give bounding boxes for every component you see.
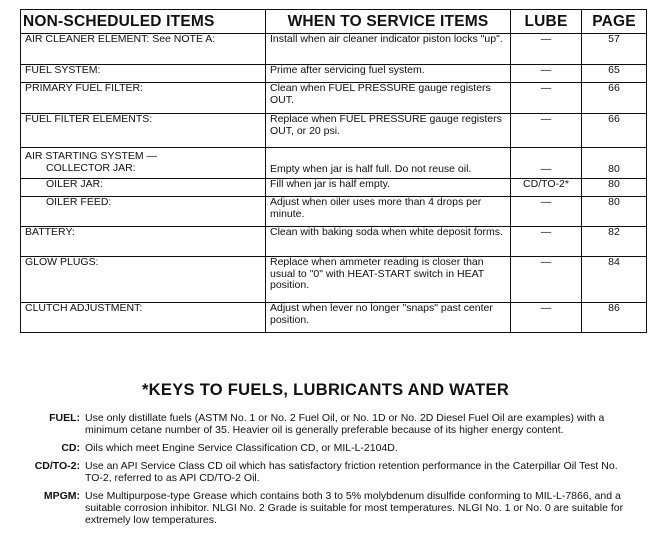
key-term: MPGM: xyxy=(43,490,80,502)
maintenance-table xyxy=(20,9,647,333)
table-row xyxy=(21,65,647,83)
page-cell: 80 xyxy=(582,197,647,227)
table-header-row xyxy=(21,10,647,34)
subitem-cell: COLLECTOR JAR: xyxy=(46,161,136,174)
key-term: CD/TO-2: xyxy=(34,460,80,472)
list-item xyxy=(0,412,651,436)
page-cell: 86 xyxy=(582,303,647,333)
item-cell: GLOW PLUGS: xyxy=(21,257,266,303)
service-cell: Fill when jar is half empty. xyxy=(266,179,511,197)
table-row xyxy=(21,257,647,303)
lube-cell: — xyxy=(511,65,582,83)
item-cell: BATTERY: xyxy=(21,227,266,257)
key-definition: Oils which meet Engine Service Classification CD, or MIL-L-2104D. xyxy=(85,442,398,454)
lube-cell: CD/TO-2* xyxy=(511,179,582,197)
service-cell: Replace when ammeter reading is closer than usual to "0" with HEAT-START switch in HEAT position. xyxy=(266,257,511,303)
lube-cell: — xyxy=(511,114,582,148)
page-cell: 57 xyxy=(582,34,647,65)
item-cell: FUEL FILTER ELEMENTS: xyxy=(21,114,266,148)
page-cell: 66 xyxy=(582,83,647,114)
table-row xyxy=(21,179,647,197)
item-cell: AIR STARTING SYSTEM — xyxy=(25,150,158,162)
service-cell: Empty when jar is half full. Do not reuse oil. xyxy=(266,148,511,179)
table-row xyxy=(21,148,647,179)
item-cell: PRIMARY FUEL FILTER: xyxy=(21,83,266,114)
service-cell: Adjust when lever no longer "snaps" past center position. xyxy=(266,303,511,333)
header-lube: LUBE xyxy=(511,10,582,34)
header-service: WHEN TO SERVICE ITEMS xyxy=(266,10,511,34)
item-cell: OILER FEED: xyxy=(46,196,112,208)
page-cell: 66 xyxy=(582,114,647,148)
item-cell: FUEL SYSTEM: xyxy=(21,65,266,83)
page-cell: 65 xyxy=(582,65,647,83)
lube-cell: — xyxy=(511,148,582,179)
lube-cell: — xyxy=(511,197,582,227)
item-cell: AIR CLEANER ELEMENT: See NOTE A: xyxy=(21,34,266,65)
lube-cell: — xyxy=(511,34,582,65)
item-cell: OILER JAR: xyxy=(46,178,104,190)
table-row xyxy=(21,197,647,227)
lube-cell: — xyxy=(511,83,582,114)
table-row xyxy=(21,83,647,114)
key-definition: Use Multipurpose-type Grease which contains both 3 to 5% molybdenum disulfide conforming to MIL-L-7866, and a suitable corrosion inhibitor. NLGI No. 2 Grade is suitable for most temperatures. NLGI No. 1 or No. 0 are suitable for extremely low temperatures. xyxy=(85,490,624,526)
key-definition: Use only distillate fuels (ASTM No. 1 or No. 2 Fuel Oil, or No. 1D or No. 2D Diesel Fuel Oil are examples) with a minimum cetane number of 35. Heavier oil is generally preferable because of its higher energy content. xyxy=(85,412,605,436)
table-row xyxy=(21,227,647,257)
keys-list xyxy=(0,412,651,532)
list-item xyxy=(0,460,651,484)
lube-cell: — xyxy=(511,303,582,333)
keys-title: *KEYS TO FUELS, LUBRICANTS AND WATER xyxy=(141,381,510,399)
page-cell: 82 xyxy=(582,227,647,257)
list-item xyxy=(0,442,651,454)
table-row xyxy=(21,34,647,65)
header-page: PAGE xyxy=(582,10,647,34)
lube-cell: — xyxy=(511,257,582,303)
page-cell: 80 xyxy=(582,179,647,197)
page-cell: 84 xyxy=(582,257,647,303)
service-cell: Adjust when oiler uses more than 4 drops per minute. xyxy=(266,197,511,227)
service-cell: Replace when FUEL PRESSURE gauge registers OUT, or 20 psi. xyxy=(266,114,511,148)
table-row xyxy=(21,114,647,148)
service-cell: Install when air cleaner indicator piston locks "up". xyxy=(266,34,511,65)
table-row xyxy=(21,303,647,333)
service-cell: Prime after servicing fuel system. xyxy=(266,65,511,83)
key-term: FUEL: xyxy=(49,412,80,424)
service-cell: Clean when FUEL PRESSURE gauge registers OUT. xyxy=(266,83,511,114)
list-item xyxy=(0,490,651,526)
item-cell: CLUTCH ADJUSTMENT: xyxy=(21,303,266,333)
key-definition: Use an API Service Class CD oil which has satisfactory friction retention performance in the Caterpillar Oil Test No. TO-2, referred to as API CD/TO-2 Oil. xyxy=(85,460,618,484)
service-cell: Clean with baking soda when white deposit forms. xyxy=(266,227,511,257)
page-cell: 80 xyxy=(582,148,647,179)
header-items: NON-SCHEDULED ITEMS xyxy=(21,10,266,34)
lube-cell: — xyxy=(511,227,582,257)
key-term: CD: xyxy=(61,442,80,454)
